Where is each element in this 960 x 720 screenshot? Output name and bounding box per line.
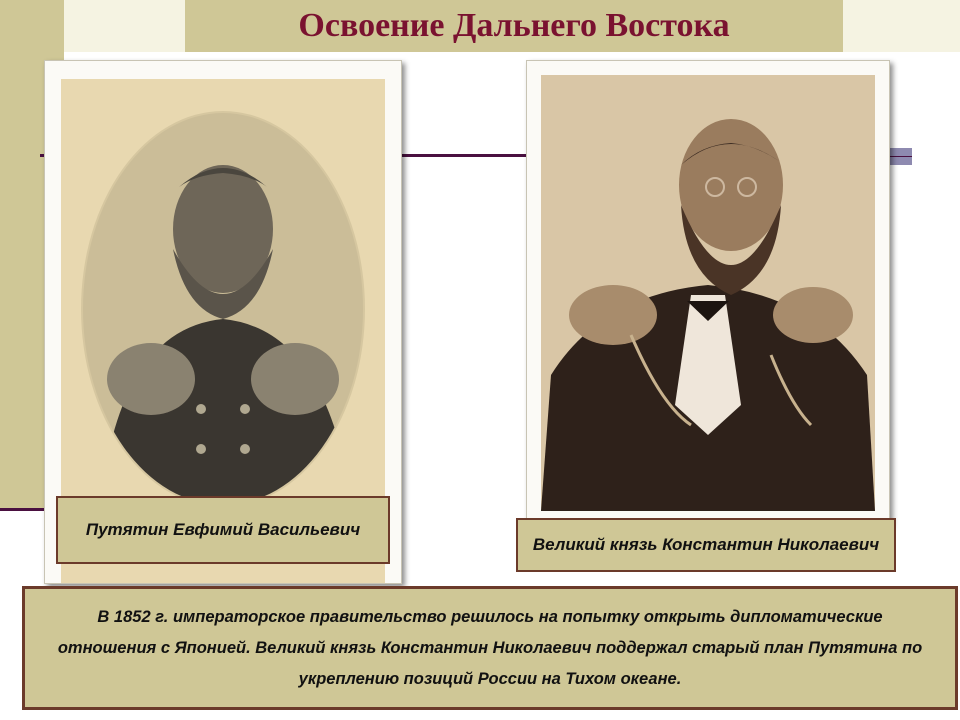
portrait-frame-konstantin [526, 60, 890, 525]
body-text-box [22, 586, 958, 710]
caption-putyatin: Путятин Евфимий Васильевич [56, 496, 390, 564]
body-text: В 1852 г. императорское правительство решилось на попытку открыть дипломатические отношения с Японией. Великий князь Константин Николаевич поддержал старый план Путятина по укреплению позиций России на Тихом океане. [57, 607, 923, 688]
caption-konstantin: Великий князь Константин Николаевич [516, 518, 896, 572]
portrait-konstantin-image [541, 75, 875, 511]
slide-title: Освоение Дальнего Востока [298, 7, 730, 44]
